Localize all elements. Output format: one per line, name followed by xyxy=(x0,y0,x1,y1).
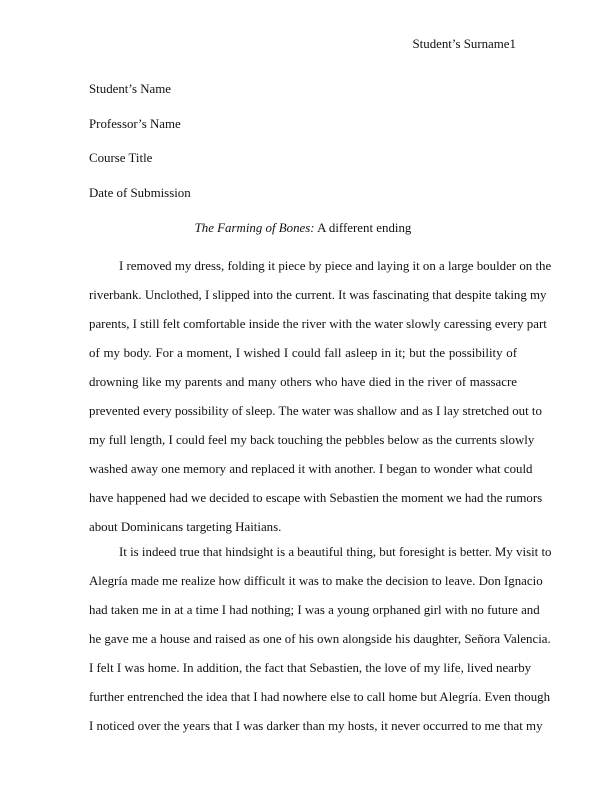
paragraph-line: prevented every possibility of sleep. The water was shallow and as I lay stretched out to xyxy=(89,404,542,418)
paragraph-line: about Dominicans targeting Haitians. xyxy=(89,520,282,534)
paragraph-line: he gave me a house and raised as one of his own alongside his daughter, Señora Valencia. xyxy=(89,632,551,646)
paragraph-line: have happened had we decided to escape with Sebastien the moment we had the rumors xyxy=(89,491,543,505)
paragraph-line: of my body. For a moment, I wished I could fall asleep in it; but the possibility of xyxy=(89,346,517,360)
paragraph-line: riverbank. Unclothed, I slipped into the current. It was fascinating that despite taking my xyxy=(89,288,547,302)
paragraph-line: It is indeed true that hindsight is a beautiful thing, but foresight is better. My visit to xyxy=(119,545,552,559)
submission-date: Date of Submission xyxy=(89,186,191,200)
paragraph-line: Alegría made me realize how difficult it was to make the decision to leave. Don Ignacio xyxy=(89,574,543,588)
paragraph-line: I noticed over the years that I was darker than my hosts, it never occurred to me that my xyxy=(89,719,543,733)
header-page-number: 1 xyxy=(509,37,516,51)
header-surname: Student’s Surname xyxy=(412,37,510,51)
title-plain-part: A different ending xyxy=(314,221,412,235)
paragraph-line: washed away one memory and replaced it with another. I began to wonder what could xyxy=(89,462,533,476)
paragraph-line: had taken me in at a time I had nothing; I was a young orphaned girl with no future and xyxy=(89,603,540,617)
essay-title xyxy=(0,221,606,236)
running-header xyxy=(413,37,517,52)
paragraph-line: parents, I still felt comfortable inside the river with the water slowly caressing every part xyxy=(89,317,547,331)
professor-name: Professor’s Name xyxy=(89,117,181,131)
paragraph-line: I felt I was home. In addition, the fact that Sebastien, the love of my life, lived nearby xyxy=(89,661,532,675)
paragraph-line: drowning like my parents and many others who have died in the river of massacre xyxy=(89,375,517,389)
title-italic-part: The Farming of Bones: xyxy=(194,221,315,235)
paragraph-line: my full length, I could feel my back touching the pebbles below as the currents slowly xyxy=(89,433,535,447)
student-name: Student’s Name xyxy=(89,82,171,96)
course-title: Course Title xyxy=(89,151,153,165)
paragraph-line: further entrenched the idea that I had nowhere else to call home but Alegría. Even though xyxy=(89,690,551,704)
paragraph-line: I removed my dress, folding it piece by piece and laying it on a large boulder on the xyxy=(119,259,552,273)
